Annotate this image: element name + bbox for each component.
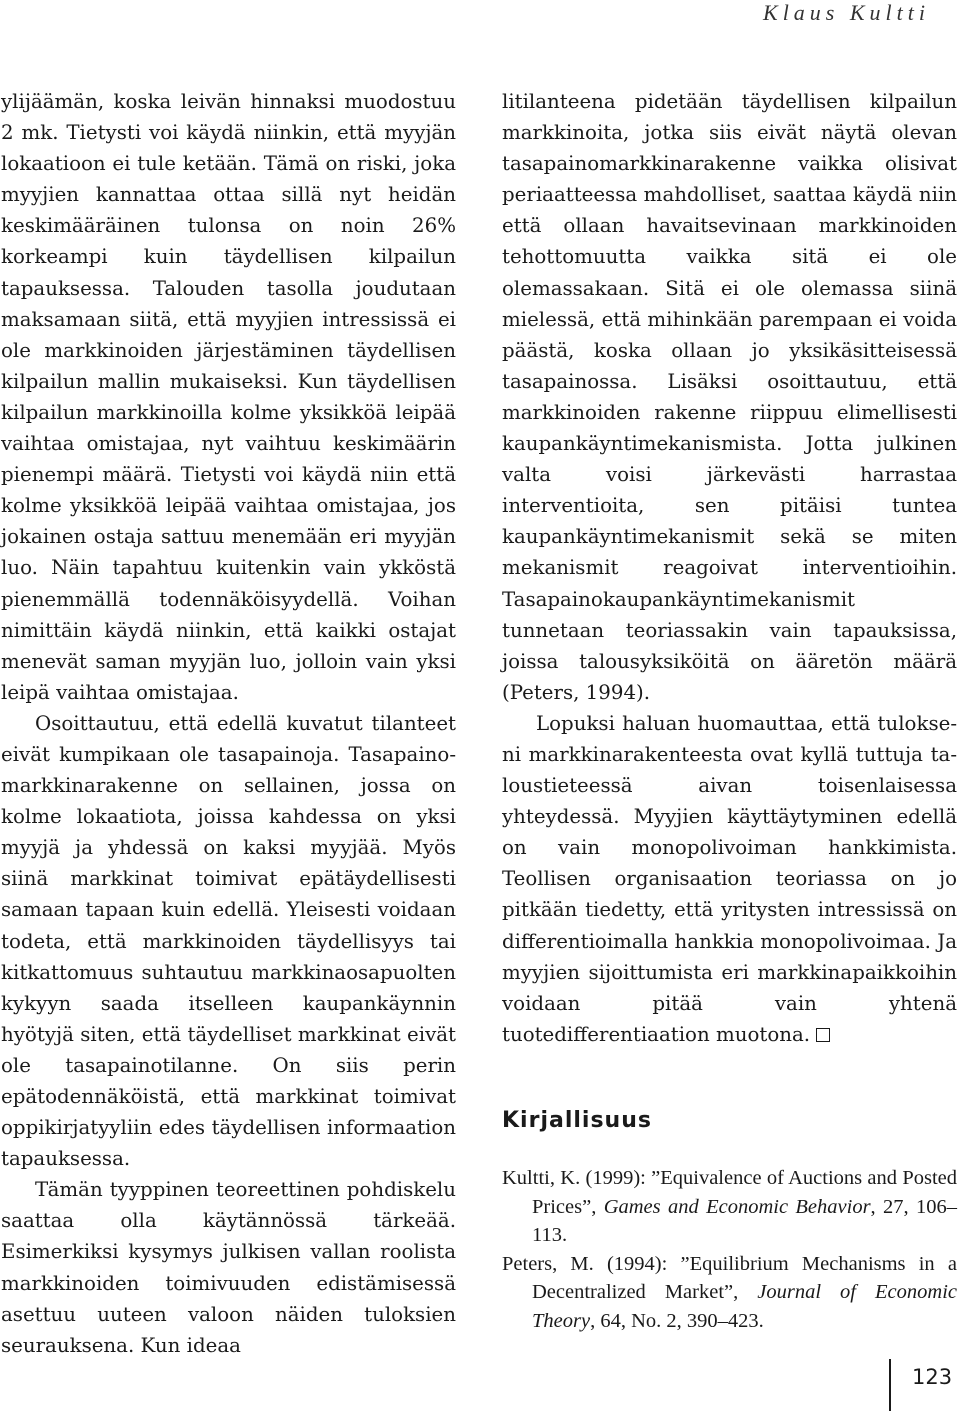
body-paragraph: litilanteena pidetään täydellisen kilpailun markkinoita, jotka siis eivät näytä olevan tasapainomarkkinarakenne vaikka olisivat periaatteessa mahdolliset, saattaa käydä niin että ollaan havaitsevinaan markkinoiden tehottomuutta vaikka sitä ei ole olemassakaan. Sitä ei ole olemassa siinä mielessä, että mihinkään parempaan ei voida päästä, koska ollaan jo yksikäsitteisessä tasapainossa. Lisäksi osoittautuu, että markkinoiden rakenne riippuu elimellisesti kaupankäyntimekanismista. Jotta julkinen valta voisi järkevästi harrastaa interventioita, sen pitäisi tuntea kaupankäyntimekanismit sekä se miten mekanismit reagoivat interventioihin. Tasapainokaupankäyntimekanismit tunnetaan teoriassakin vain tapauksissa, joissa talousyksiköitä on ääretön määrä (Peters, 1994).: [502, 90, 957, 704]
reference-details: , 64, No. 2, 390–423.: [590, 1309, 764, 1332]
body-paragraph-final: [502, 708, 957, 1050]
reference-details: , 27, 106–113.: [532, 1195, 957, 1247]
reference-authors: Kultti, K. (1999): ”Equivalence of Auctions and Posted Prices”,: [502, 1166, 957, 1218]
body-paragraph: Tämän tyyppinen teoreettinen pohdiskelu saattaa olla käytännössä tärkeää. Esimerkiksi kysymys julkisen vallan roolista markkinoiden toimivuuden edistämisessä asettuu uuteen valoon näiden tuloksien seurauksena. Kun ideaa: [1, 1178, 456, 1357]
reference-entry: [502, 1250, 957, 1336]
reference-journal: Journal of Economic Theory: [532, 1281, 957, 1332]
end-of-article-square-icon: [816, 1028, 830, 1042]
left-column: [1, 86, 456, 1361]
reference-journal: Games and Economic Behavior: [603, 1195, 871, 1218]
reference-authors: Peters, M. (1994): ”Equilibrium Mechanisms in a Decentralized Market”,: [502, 1252, 957, 1304]
body-paragraph: ylijäämän, koska leivän hinnaksi muodostuu 2 mk. Tietysti voi käydä niinkin, että myyjän lokaatioon ei tule ketään. Tämä on riski, joka myyjien kannattaa ottaa sillä nyt heidän keskimääräinen tulonsa on noin 26% korkeampi kuin täydellisen kilpailun tapauksessa. Talouden tasolla joudutaan maksamaan siitä, että myyjien intressissä ei ole markkinoiden järjestäminen täydellisen kilpailun mallin mukaiseksi. Kun täydellisen kilpailun markkinoilla kolme yksikköä leipää vaihtaa omistajaa, nyt vaihtuu keskimäärin pienempi määrä. Tietysti voi käydä niin että kolme yksikköä leipää vaihtaa omistajaa, jos jokainen ostaja sattuu menemään eri myyjän luo. Näin tapahtuu kuitenkin vain ykköstä pienemmällä todennäköisyydellä. Voihan nimittäin käydä niinkin, että kaikki ostajat menevät saman myyjän luo, jolloin vain yksi leipä vaihtaa omistajaa.: [1, 90, 456, 704]
right-column: [502, 86, 957, 1335]
reference-entry: [502, 1164, 957, 1250]
page-number: 123: [912, 1365, 953, 1389]
body-paragraph-text: Lopuksi haluan huomauttaa, että tulokseni markkinarakenteesta ovat kyllä tuttuja taloustieteessä aivan toisenlaisessa yhteydessä. Myyjien käyttäytyminen edellä on vain monopolivoiman hankkimista. Teollisen organisaation teoriassa on jo pitkään tiedetty, että yritysten intressissä on differentioimalla hankkia monopolivoimaa. Ja myyjien sijoittumista eri markkinapaikkoihin voidaan pitää vain yhtenä tuotedifferentiaation muotona.: [502, 711, 957, 1046]
page-number-rule: [889, 1359, 891, 1411]
references-heading: Kirjallisuus: [502, 1107, 652, 1133]
body-paragraph: Osoittautuu, että edellä kuvatut tilanteet eivät kumpikaan ole tasapainoja. Tasapainomarkkinarakenne on sellainen, jossa on kolme lokaatiota, joissa kahdessa on yksi myyjä ja yhdessä on kaksi myyjää. Myös siinä markkinat toimivat epätäydellisesti samaan tapaan kuin edellä. Yleisesti voidaan todeta, että markkinoiden täydellisyys tai kitkattomuus suhtautuu markkinaosapuolten kykyyn saada itselleen kaupankäynnin hyötyjä siten, että täydelliset markkinat eivät ole tasapainotilanne. On siis perin epätodennäköistä, että markkinat toimivat oppikirjatyyliin edes täydellisen informaation tapauksessa.: [1, 711, 456, 1171]
running-head: Klaus Kultti: [763, 0, 930, 25]
